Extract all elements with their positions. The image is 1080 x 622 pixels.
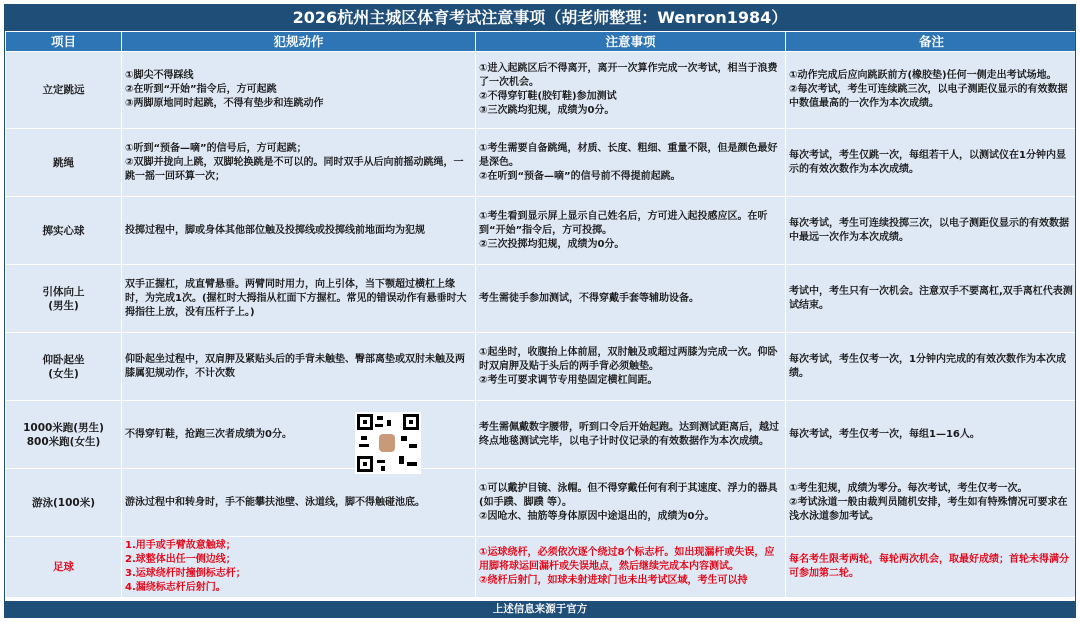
rules-table [5,31,1076,598]
remarks-cell [786,537,1077,598]
item-line: 掷实心球 [42,224,85,237]
fouls-line: ③两脚原地同时起跳，不得有垫步和连跳动作 [125,98,324,109]
item-line: 游泳(100米) [31,496,95,509]
item-line: 800米跑(女生) [26,435,101,448]
remarks-line: ②考试泳道一般由裁判员随机安排，考生如有特殊情况可要求在浅水泳道参加考试。 [789,496,1068,522]
notes-cell [476,401,786,469]
item-line: 1000米跑(男生) [23,421,104,434]
fouls-line: ①脚尖不得踩线 [125,70,194,81]
fouls-cell [122,333,476,401]
table-row [6,52,1077,129]
notes-line: ③三次跳均犯规，成绩为0分。 [479,105,615,116]
remarks-line: 每次考试，考生可连续投掷三次，以电子测距仪显示的有效数据中最远一次作为本次成绩。 [789,217,1069,243]
table-row [6,537,1077,598]
table-row [6,401,1077,469]
fouls-cell [122,537,476,598]
notes-line: ①起坐时，收腹抬上体前屈，双肘触及或超过两膝为完成一次。仰卧时双肩胛及贴于头后的两手背必须触垫。 [479,346,778,372]
fouls-cell [122,469,476,537]
item-cell [6,537,122,598]
qr-code[interactable] [355,412,421,474]
notes-cell [476,469,786,537]
item-cell [6,265,122,333]
item-line: (女生) [48,367,79,380]
remarks-line: 每次考试，考生仅考一次，1分钟内完成的有效次数作为本次成绩。 [789,353,1066,379]
notes-cell [476,333,786,401]
notes-cell [476,265,786,333]
fouls-cell [122,129,476,197]
remarks-line: ②每次考试，考生可连续跳三次，以电子测距仪显示的有效数据中数值最高的一次作为本次成绩。 [789,84,1068,109]
page-title: 2026杭州主城区体育考试注意事项（胡老师整理：Wenron1984） [5,5,1075,31]
table-row [6,469,1077,537]
notes-line: 考生需佩戴数字腰带，听到口令后开始起跑。达到测试距离后，越过终点地毯测试完毕，以电子计时仪记录的有效数据作为本次成绩。 [479,421,779,447]
fouls-line: 3.运球绕杆时撞倒标志杆； [125,568,246,579]
qr-avatar-icon [379,434,395,452]
rules-sheet [4,4,1076,618]
remarks-line: ①动作完成后应向跳跃前方(橡胶垫)任何一侧走出考试场地。 [789,70,1057,81]
table-header-row [6,32,1077,52]
fouls-cell [122,401,476,469]
remarks-line: ①考生犯规，成绩为零分。每次考试，考生仅考一次。 [789,482,1028,494]
item-cell [6,401,122,469]
fouls-line: 游泳过程中和转身时，手不能攀扶池壁、泳道线，脚不得触碰池底。 [125,496,425,508]
fouls-line: 双手正握杠，成直臂悬垂。两臂同时用力，向上引体，当下颚超过横杠上缘时，为完成1次。(握杠时大拇指从杠面下方握杠。常见的错误动作有悬垂时大拇指往上放，没有压杆子上。) [125,278,467,318]
footer-source: 上述信息来源于官方 [5,601,1075,617]
item-line: 引体向上 [42,285,85,298]
notes-line: ①考生看到显示屏上显示自己姓名后，方可进入起投感应区。在听到“开始”指令后，方可投掷。 [479,210,768,236]
header-fouls: 犯规动作 [122,32,476,52]
fouls-line: ①听到“预备—嘀”的信号后，方可起跳； [125,142,307,154]
remarks-line: 每名考生限考两轮，每轮两次机会，取最好成绩；首轮未得满分可参加第二轮。 [789,554,1069,579]
notes-cell [476,537,786,598]
notes-cell [476,197,786,265]
item-cell [6,333,122,401]
notes-line: ①进入起跳区后不得离开，离开一次算作完成一次考试，相当于浪费了一次机会。 [479,63,778,88]
fouls-line: 2.球整体出任一侧边线； [125,554,236,565]
fouls-cell [122,265,476,333]
remarks-cell [786,401,1077,469]
table-row [6,129,1077,197]
item-cell [6,129,122,197]
remarks-line: 每次考试，考生仅考一次，每组1—16人。 [789,428,980,440]
fouls-line: 不得穿钉鞋，抢跑三次者成绩为0分。 [125,428,292,440]
header-notes: 注意事项 [476,32,786,52]
item-cell [6,197,122,265]
notes-line: ②在听到“预备—嘀”的信号前不得提前起跳。 [479,170,681,182]
remarks-cell [786,197,1077,265]
item-line: (男生) [48,299,79,312]
fouls-line: ②在听到“开始”指令后，方可起跳 [125,84,277,95]
remarks-line: 每次考试，考生仅跳一次，每组若干人，以测试仪在1分钟内显示的有效次数作为本次成绩。 [789,149,1066,175]
fouls-line: 仰卧起坐过程中，双肩胛及紧贴头后的手背未触垫、臀部离垫或双肘未触及两膝属犯规动作，不计次数 [125,353,465,379]
notes-line: ①运球绕杆，必须依次逐个绕过8个标志杆。如出现漏杆或失误，应用脚将球运回漏杆或失误地点，然后继续完成本内容测试。 [479,547,775,572]
notes-line: ②不得穿钉鞋(胶钉鞋)参加测试 [479,91,617,102]
fouls-line: 4.漏绕标志杆后射门。 [125,582,226,593]
item-line: 足球 [53,561,74,573]
fouls-line: 投掷过程中，脚或身体其他部位触及投掷线或投掷线前地面均为犯规 [125,224,425,236]
notes-line: ②绕杆后射门，如球未射进球门也未出考试区域，考生可以持 [479,575,748,586]
notes-line: ②因呛水、抽筋等身体原因中途退出的，成绩为0分。 [479,510,715,522]
remarks-cell [786,52,1077,129]
header-remarks: 备注 [786,32,1077,52]
notes-cell [476,52,786,129]
notes-line: 考生需徒手参加测试，不得穿戴手套等辅助设备。 [479,292,699,304]
notes-cell [476,129,786,197]
fouls-cell [122,52,476,129]
table-row [6,333,1077,401]
table-row [6,265,1077,333]
fouls-line: ②双脚并拢向上跳，双脚轮换跳是不可以的。同时双手从后向前摇动跳绳，一跳一摇一回环算一次； [125,156,464,182]
notes-line: ②考生可要求调节专用垫固定横杠间距。 [479,374,658,386]
fouls-line: 1.用手或手臂故意触球； [125,540,236,551]
remarks-cell [786,469,1077,537]
notes-line: ②三次投掷均犯规，成绩为0分。 [479,238,625,250]
item-cell [6,469,122,537]
remarks-cell [786,265,1077,333]
table-row [6,197,1077,265]
item-line: 仰卧起坐 [42,353,85,366]
item-line: 跳绳 [53,156,74,169]
fouls-cell [122,197,476,265]
remarks-cell [786,129,1077,197]
remarks-cell [786,333,1077,401]
item-line: 立定跳远 [42,84,85,96]
header-item: 项目 [6,32,122,52]
item-cell [6,52,122,129]
notes-line: ①考生需要自备跳绳，材质、长度、粗细、重量不限，但是颜色最好是深色。 [479,142,778,168]
remarks-line: 考试中，考生只有一次机会。注意双手不要离杠,双手离杠代表测试结束。 [789,285,1073,311]
notes-line: ①可以戴护目镜、泳帽。但不得穿戴任何有利于其速度、浮力的器具(如手蹼、脚蹼 等）。 [479,482,778,508]
